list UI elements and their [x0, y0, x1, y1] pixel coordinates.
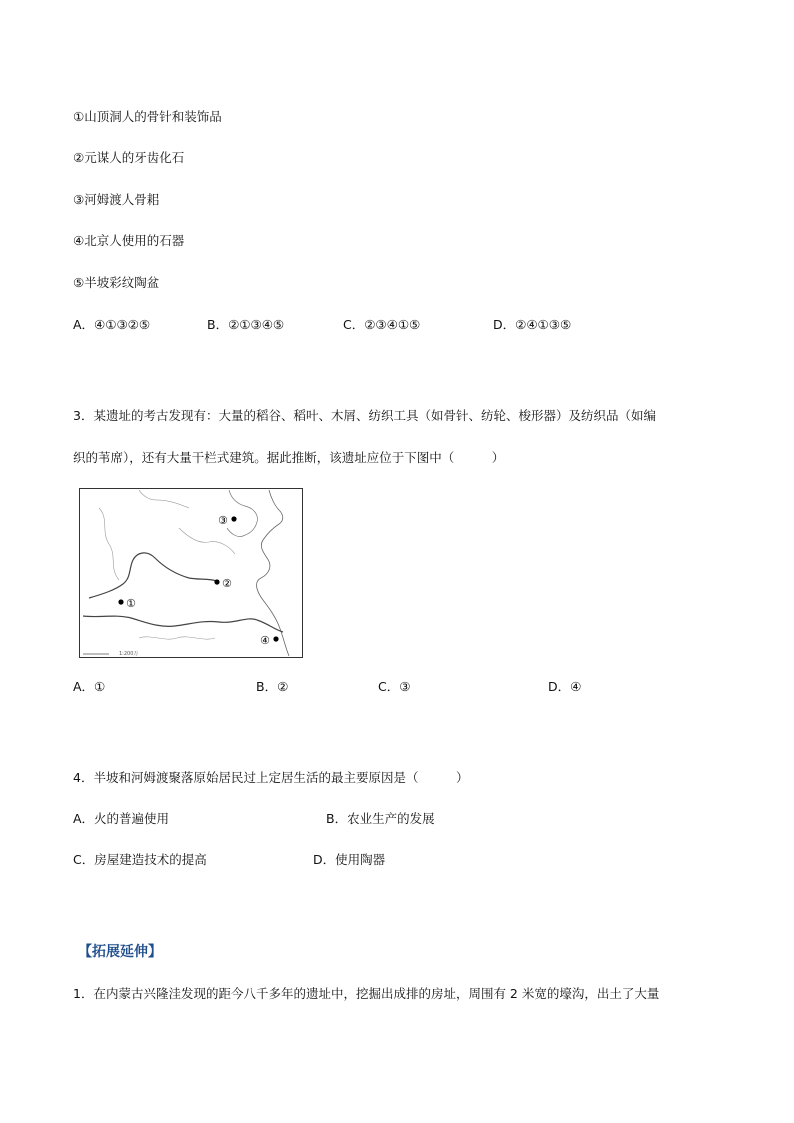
q3-option-b[interactable]: B．② — [256, 679, 289, 694]
q2-item-5: ⑤半坡彩纹陶盆 — [73, 275, 160, 290]
q4-option-b[interactable]: B．农业生产的发展 — [326, 811, 435, 826]
q2-option-a[interactable]: A．④①③②⑤ — [73, 317, 151, 332]
map-site-3-dot — [231, 516, 236, 521]
q2-item-4: ④北京人使用的石器 — [73, 233, 185, 248]
q3-option-d[interactable]: D．④ — [548, 679, 582, 694]
q4-option-a[interactable]: A．火的普遍使用 — [73, 811, 170, 826]
q2-option-d[interactable]: D．②④①③⑤ — [493, 317, 572, 332]
q3-option-a[interactable]: A．① — [73, 679, 106, 694]
q2-item-1: ①山顶洞人的骨针和装饰品 — [73, 109, 222, 124]
extension-section-title: 【拓展延伸】 — [78, 944, 162, 960]
q4-option-d[interactable]: D．使用陶器 — [313, 852, 386, 867]
map-scale-text: 1:200万 — [119, 651, 139, 657]
q4-stem: 4．半坡和河姆渡聚落原始居民过上定居生活的最主要原因是（ ） — [73, 770, 469, 785]
q4-option-c[interactable]: C．房屋建造技术的提高 — [73, 852, 207, 867]
map-label-2: ② — [222, 577, 232, 590]
q3-stem-line-2: 织的苇席），还有大量干栏式建筑。据此推断，该遗址应位于下图中（ ） — [73, 450, 505, 465]
q3-stem-line-1: 3．某遗址的考古发现有：大量的稻谷、稻叶、木屑、纺织工具（如骨针、纺轮、梭形器）及纺织品（如编 — [73, 408, 656, 423]
q2-option-c[interactable]: C．②③④①⑤ — [343, 317, 421, 332]
map-site-4-dot — [273, 636, 278, 641]
map-label-3: ③ — [218, 514, 228, 527]
map-site-2-dot — [214, 579, 219, 584]
q2-option-b[interactable]: B．②①③④⑤ — [207, 317, 285, 332]
map-label-4: ④ — [260, 634, 270, 647]
map-site-1-dot — [118, 599, 123, 604]
q3-option-c[interactable]: C．③ — [378, 679, 411, 694]
china-map-figure — [79, 488, 303, 658]
map-label-1: ① — [126, 597, 136, 610]
q2-item-3: ③河姆渡人骨耜 — [73, 192, 160, 207]
extension-q1-line-1: 1．在内蒙古兴隆洼发现的距今八千多年的遗址中，挖掘出成排的房址，周围有 2 米宽的壕沟，出土了大量 — [73, 986, 660, 1001]
map-drawing — [79, 488, 303, 658]
q2-item-2: ②元谋人的牙齿化石 — [73, 150, 185, 165]
